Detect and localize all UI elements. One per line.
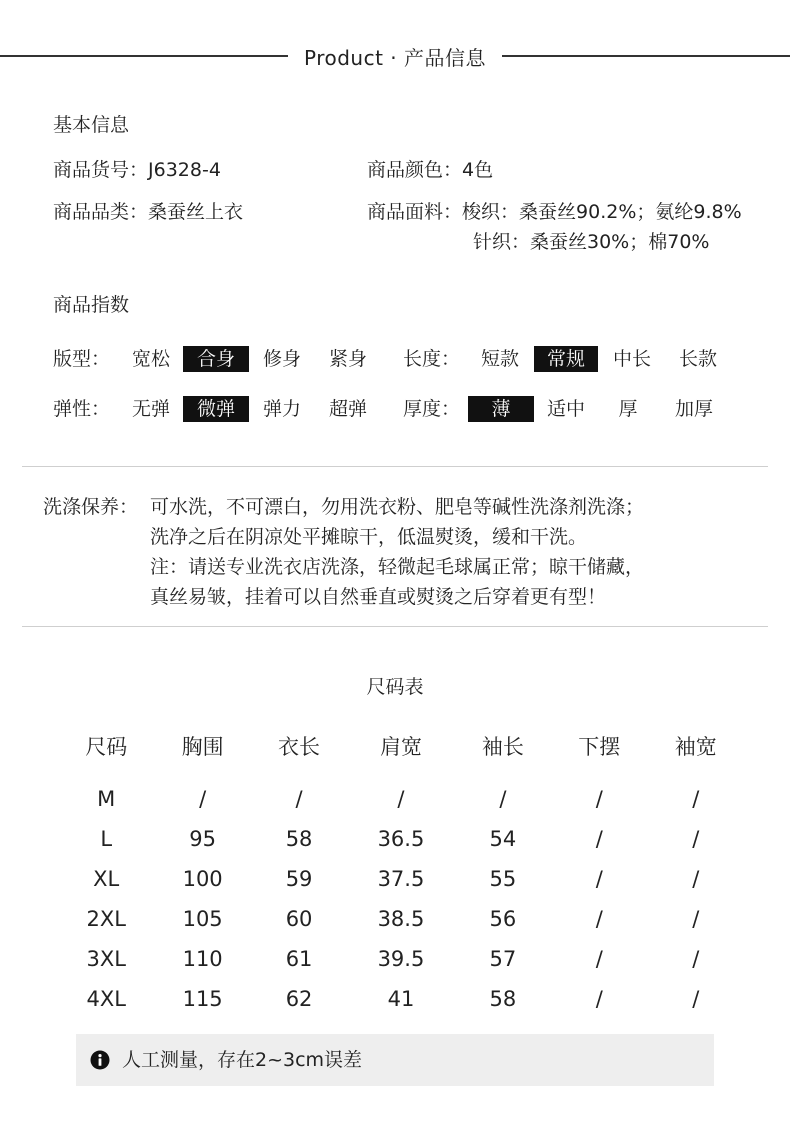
care-line-1: 可水洗，不可漂白，勿用洗衣粉、肥皂等碱性洗涤剂洗涤； [150,496,645,518]
field-fabric [367,199,742,225]
table-cell: 2XL [86,907,126,931]
table-cell: 4XL [86,987,126,1011]
fit-label: 版型： [53,348,111,370]
field-sku-label: 商品货号： [53,159,149,181]
field-fabric-label: 商品面料： [367,201,463,223]
table-cell: 58 [285,827,313,851]
field-sku-value: J6328-4 [148,159,221,181]
table-cell: 59 [285,867,313,891]
table-cell: 62 [285,987,313,1011]
length-label: 长度： [403,348,461,370]
table-row [58,779,744,819]
table-cell: / [295,787,303,811]
length-option-regular-selected: 常规 [534,346,598,372]
thickness-label: 厚度： [403,398,461,420]
length-option-mid: 中长 [612,348,651,370]
table-cell: 110 [182,947,223,971]
table-cell: / [692,787,700,811]
table-cell: 37.5 [377,867,425,891]
thickness-option-medium: 适中 [546,398,585,420]
table-cell: / [595,867,603,891]
table-cell: L [100,827,113,851]
thickness-option-thick: 厚 [618,398,638,420]
col-header: 下摆 [578,735,621,759]
field-sku [53,157,221,183]
table-cell: / [692,867,700,891]
table-cell: XL [93,867,120,891]
field-fabric-value-2: 针织：桑蚕丝30%；棉70% [473,231,710,253]
table-cell: 57 [489,947,517,971]
table-cell: M [97,787,116,811]
care-label: 洗涤保养： [43,496,139,518]
table-cell: 105 [182,907,223,931]
info-icon [90,1050,110,1070]
fit-option-slim: 修身 [262,348,301,370]
col-header: 袖长 [481,735,524,759]
col-header: 衣长 [278,735,321,759]
table-row [58,939,744,979]
table-cell: / [692,987,700,1011]
page-title: Product · 产品信息 [0,42,790,71]
table-cell: / [595,907,603,931]
elasticity-option-stretch: 弹力 [262,398,301,420]
table-cell: / [692,827,700,851]
length-option-short: 短款 [480,348,519,370]
care-line-2: 洗净之后在阴凉处平摊晾干，低温熨烫，缓和干洗。 [150,526,588,548]
thickness-option-extra-thick: 加厚 [674,398,713,420]
table-cell: / [595,787,603,811]
table-cell: 38.5 [377,907,425,931]
field-category [53,199,243,225]
field-color-label: 商品颜色： [367,159,463,181]
col-header: 肩宽 [379,735,422,759]
fit-option-tight: 紧身 [328,348,367,370]
table-cell: / [595,827,603,851]
table-cell: / [199,787,207,811]
divider-top [22,466,768,467]
table-cell: / [499,787,507,811]
fit-option-loose: 宽松 [131,348,170,370]
care-line-4: 真丝易皱，挂着可以自然垂直或熨烫之后穿着更有型！ [150,586,607,608]
field-fabric-value: 梭织：桑蚕丝90.2%；氨纶9.8% [462,201,742,223]
table-cell: 39.5 [377,947,425,971]
table-cell: 56 [489,907,517,931]
field-category-value: 桑蚕丝上衣 [148,201,244,223]
index-heading: 商品指数 [53,294,130,316]
table-cell: 36.5 [377,827,425,851]
table-cell: 61 [285,947,313,971]
table-cell: 55 [489,867,517,891]
col-header: 胸围 [181,735,224,759]
size-table-header-row [58,725,744,779]
field-category-label: 商品品类： [53,201,149,223]
table-cell: / [397,787,405,811]
thickness-option-thin-selected: 薄 [468,396,534,422]
table-cell: 95 [189,827,216,851]
fit-option-regular-selected: 合身 [183,346,249,372]
measurement-note [76,1034,714,1086]
table-cell: 58 [489,987,517,1011]
size-chart-title: 尺码表 [366,676,424,698]
length-option-long: 长款 [678,348,717,370]
size-table [58,725,744,1019]
elasticity-option-slight-selected: 微弹 [183,396,249,422]
elasticity-option-super: 超弹 [328,398,367,420]
elasticity-option-none: 无弹 [131,398,170,420]
col-header: 尺码 [85,735,128,759]
divider-bottom [22,626,768,627]
table-cell: 3XL [86,947,126,971]
table-cell: 115 [182,987,223,1011]
table-row [58,819,744,859]
field-color-value: 4色 [462,159,494,181]
table-cell: 100 [182,867,223,891]
table-cell: / [595,947,603,971]
measurement-note-text: 人工测量，存在2~3cm误差 [122,1049,363,1071]
table-row [58,899,744,939]
col-header: 袖宽 [674,735,717,759]
table-cell: / [595,987,603,1011]
table-row [58,979,744,1019]
table-cell: 60 [285,907,313,931]
table-cell: 41 [387,987,415,1011]
table-cell: 54 [489,827,517,851]
table-cell: / [692,907,700,931]
field-color [367,157,493,183]
table-row [58,859,744,899]
basic-info-heading: 基本信息 [53,114,130,136]
care-line-3: 注：请送专业洗衣店洗涤，轻微起毛球属正常；晾干储藏， [150,556,645,578]
elasticity-label: 弹性： [53,398,111,420]
table-cell: / [692,947,700,971]
